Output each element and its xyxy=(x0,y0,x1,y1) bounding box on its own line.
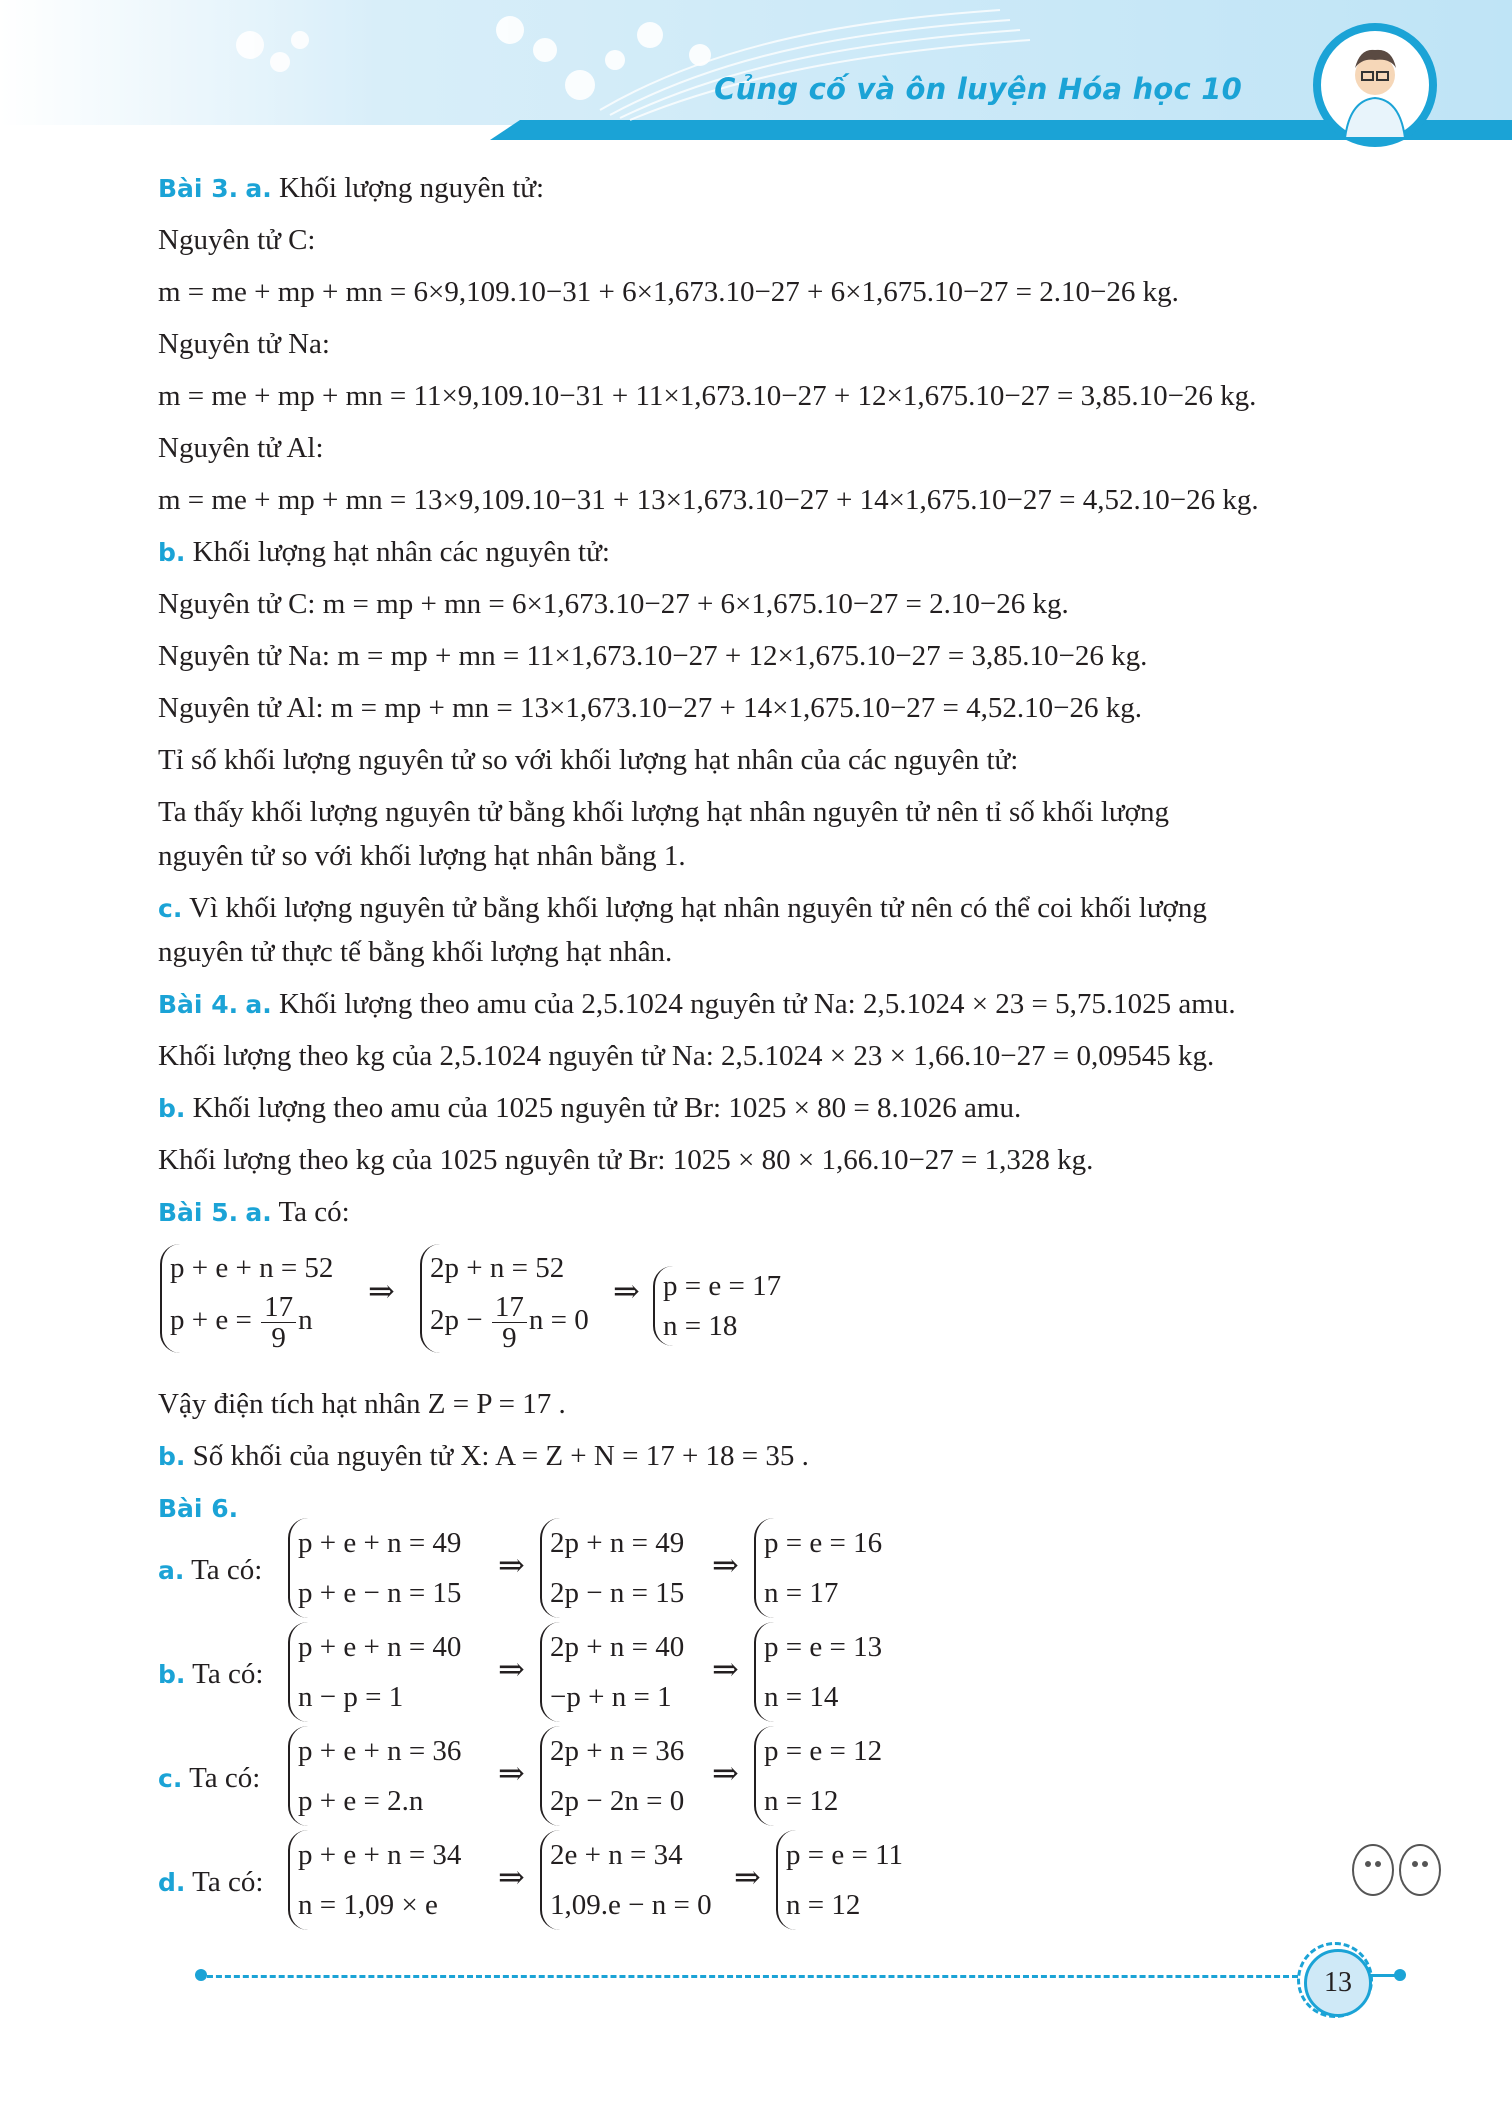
bai3-heading xyxy=(158,168,544,208)
bai6-heading xyxy=(158,1488,238,1528)
equation-row: p + e + n = 40 xyxy=(298,1631,462,1663)
text: Khối lượng theo amu của 1025 nguyên tử Br: 1025 × 80 = 8.1026 amu. xyxy=(192,1092,1022,1124)
nucleus-na xyxy=(158,636,1147,676)
equation-row: p + e + n = 36 xyxy=(298,1735,462,1767)
equation-row: p = e = 13 xyxy=(764,1631,883,1663)
equation-system xyxy=(754,1518,882,1618)
equation-row: 2p + n = 49 xyxy=(550,1527,685,1559)
equation-row: n = 12 xyxy=(764,1785,839,1817)
equation-system xyxy=(288,1726,461,1826)
page-header xyxy=(0,0,1512,150)
part-label: d. xyxy=(158,1868,186,1897)
equation-row: n − p = 1 xyxy=(298,1681,404,1713)
equation-system xyxy=(160,1244,333,1353)
text: Ta có: xyxy=(278,1196,350,1228)
bai5-heading xyxy=(158,1192,350,1232)
ratio-text: nguyên tử so với khối lượng hạt nhân bằng 1. xyxy=(158,840,686,872)
conclusion: Vậy điện tích hạt nhân Z = P = 17 . xyxy=(158,1388,566,1420)
equation-system xyxy=(288,1830,461,1930)
equation-row: 2p + n = 52 xyxy=(430,1252,565,1284)
bai4-b1 xyxy=(158,1088,1021,1128)
equation-row: p = e = 16 xyxy=(764,1527,883,1559)
egg-doodle-icon xyxy=(1348,1840,1448,1900)
equation-row xyxy=(430,1292,589,1353)
equation-system xyxy=(540,1830,712,1930)
denominator: 9 xyxy=(271,1322,286,1354)
equation-system xyxy=(754,1622,882,1722)
equation-row xyxy=(170,1292,333,1353)
equation-row: p = e = 11 xyxy=(786,1839,904,1871)
atom-label: Nguyên tử C: xyxy=(158,224,316,256)
exercise-label: Bài 6. xyxy=(158,1494,239,1523)
equation-row: n = 17 xyxy=(764,1577,839,1609)
expr: n = 0 xyxy=(528,1304,589,1337)
footer-dot xyxy=(1394,1969,1406,1981)
numerator: 17 xyxy=(492,1292,527,1323)
part-label: b. xyxy=(158,1094,186,1123)
part-label: b. xyxy=(158,1660,186,1689)
numerator: 17 xyxy=(261,1292,296,1323)
implies-arrow: ⇒ xyxy=(613,1273,640,1309)
equation-row: p = e = 17 xyxy=(663,1270,782,1302)
part-label: b. xyxy=(158,538,186,567)
part-label: c. xyxy=(158,1764,183,1793)
text: Ta có: xyxy=(192,1866,264,1898)
fraction xyxy=(261,1292,296,1353)
exercise-label: Bài 5. xyxy=(158,1198,239,1227)
equation-row: 1,09.e − n = 0 xyxy=(550,1889,712,1921)
equation-system xyxy=(653,1266,781,1346)
equation-system xyxy=(540,1622,684,1722)
equation-row: p + e = 2.n xyxy=(298,1785,424,1817)
implies-arrow: ⇒ xyxy=(734,1859,761,1895)
atom-label: Nguyên tử Al: xyxy=(158,692,324,724)
implies-arrow: ⇒ xyxy=(712,1651,739,1687)
equation-system xyxy=(540,1518,684,1618)
equation-row: n = 12 xyxy=(786,1889,861,1921)
nucleus-al xyxy=(158,688,1142,728)
footer-dashed-line xyxy=(198,1975,1298,1978)
expr: n xyxy=(298,1304,313,1337)
expr: p + e = xyxy=(170,1304,252,1337)
bai4-a1 xyxy=(158,984,1236,1024)
equation-row: 2e + n = 34 xyxy=(550,1839,683,1871)
equation-row: p + e + n = 49 xyxy=(298,1527,462,1559)
part-label: a. xyxy=(158,1556,185,1585)
equation-row: n = 1,09 × e xyxy=(298,1889,438,1921)
part-label: c. xyxy=(158,894,183,923)
equation-system xyxy=(420,1244,589,1353)
expr: 2p − xyxy=(430,1304,483,1337)
nucleus-c xyxy=(158,584,1069,624)
text: Số khối của nguyên tử X: A = Z + N = 17 + 18 = 35 . xyxy=(192,1440,809,1472)
equation-row: −p + n = 1 xyxy=(550,1681,672,1713)
atom-label: Nguyên tử Al: xyxy=(158,432,324,464)
part-c xyxy=(158,888,1207,928)
atom-label: Nguyên tử C: xyxy=(158,588,316,620)
exercise-label: Bài 4. xyxy=(158,990,239,1019)
implies-arrow: ⇒ xyxy=(498,1755,525,1791)
text: Khối lượng theo kg của 1025 nguyên tử Br: 1025 × 80 × 1,66.10−27 = 1,328 kg. xyxy=(158,1144,1094,1176)
equation-row: p + e + n = 52 xyxy=(170,1252,334,1284)
implies-arrow: ⇒ xyxy=(712,1755,739,1791)
equation: m = me + mp + mn = 13×9,109.10−31 + 13×1,673.10−27 + 14×1,675.10−27 = 4,52.10−26 kg. xyxy=(158,484,1259,516)
equation-system xyxy=(540,1726,684,1826)
part-label: a. xyxy=(245,990,272,1019)
equation-row: 2p − 2n = 0 xyxy=(550,1785,685,1817)
atom-label: Nguyên tử Na: xyxy=(158,328,330,360)
text: Vì khối lượng nguyên tử bằng khối lượng hạt nhân nguyên tử nên có thể coi khối lượng xyxy=(189,892,1207,924)
scientist-avatar-icon xyxy=(1310,20,1440,150)
equation: m = me + mp + mn = 11×9,109.10−31 + 11×1,673.10−27 + 12×1,675.10−27 = 3,85.10−26 kg. xyxy=(158,380,1257,412)
header-banner xyxy=(0,0,1512,140)
implies-arrow: ⇒ xyxy=(712,1547,739,1583)
equation-row: 2p + n = 36 xyxy=(550,1735,685,1767)
page-number: 13 xyxy=(1304,1949,1372,2017)
implies-arrow: ⇒ xyxy=(498,1859,525,1895)
fraction xyxy=(492,1292,527,1353)
implies-arrow: ⇒ xyxy=(498,1547,525,1583)
denominator: 9 xyxy=(502,1322,517,1354)
text: Ta có: xyxy=(189,1762,261,1794)
implies-arrow: ⇒ xyxy=(368,1273,395,1309)
text: Khối lượng theo amu của 2,5.1024 nguyên tử Na: 2,5.1024 × 23 = 5,75.1025 amu. xyxy=(278,988,1236,1020)
bai5-b xyxy=(158,1436,809,1476)
text: Khối lượng theo kg của 2,5.1024 nguyên tử Na: 2,5.1024 × 23 × 1,66.10−27 = 0,09545 kg. xyxy=(158,1040,1215,1072)
part-b xyxy=(158,532,610,572)
equation-system xyxy=(776,1830,903,1930)
equation-row: p + e + n = 34 xyxy=(298,1839,462,1871)
text: Khối lượng hạt nhân các nguyên tử: xyxy=(192,536,610,568)
equation: m = mp + mn = 11×1,673.10−27 + 12×1,675.10−27 = 3,85.10−26 kg. xyxy=(337,640,1148,672)
part-label: a. xyxy=(245,1198,272,1227)
ratio-text: Ta thấy khối lượng nguyên tử bằng khối lượng hạt nhân nguyên tử nên tỉ số khối lượng xyxy=(158,796,1169,828)
implies-arrow: ⇒ xyxy=(498,1651,525,1687)
exercise-label: Bài 3. xyxy=(158,174,239,203)
atom-label: Nguyên tử Na: xyxy=(158,640,330,672)
text: Ta có: xyxy=(192,1658,264,1690)
equation-row: 2p + n = 40 xyxy=(550,1631,685,1663)
part-label: b. xyxy=(158,1442,186,1471)
equation-row: p + e − n = 15 xyxy=(298,1577,462,1609)
equation-row: n = 14 xyxy=(764,1681,839,1713)
text: nguyên tử thực tế bằng khối lượng hạt nhân. xyxy=(158,936,673,968)
book-title: Củng cố và ôn luyện Hóa học 10 xyxy=(714,72,1242,106)
equation-row: 2p − n = 15 xyxy=(550,1577,685,1609)
equation-system xyxy=(288,1518,461,1618)
equation-system xyxy=(288,1622,461,1722)
ratio-title: Tỉ số khối lượng nguyên tử so với khối lượng hạt nhân của các nguyên tử: xyxy=(158,744,1019,776)
text: Ta có: xyxy=(191,1554,263,1586)
equation-row: n = 18 xyxy=(663,1310,738,1342)
equation-system xyxy=(754,1726,882,1826)
equation-row: p = e = 12 xyxy=(764,1735,883,1767)
text: Khối lượng nguyên tử: xyxy=(278,172,545,204)
equation: m = me + mp + mn = 6×9,109.10−31 + 6×1,673.10−27 + 6×1,675.10−27 = 2.10−26 kg. xyxy=(158,276,1179,308)
equation: m = mp + mn = 6×1,673.10−27 + 6×1,675.10−27 = 2.10−26 kg. xyxy=(322,588,1069,620)
part-label: a. xyxy=(245,174,272,203)
equation: m = mp + mn = 13×1,673.10−27 + 14×1,675.10−27 = 4,52.10−26 kg. xyxy=(330,692,1143,724)
